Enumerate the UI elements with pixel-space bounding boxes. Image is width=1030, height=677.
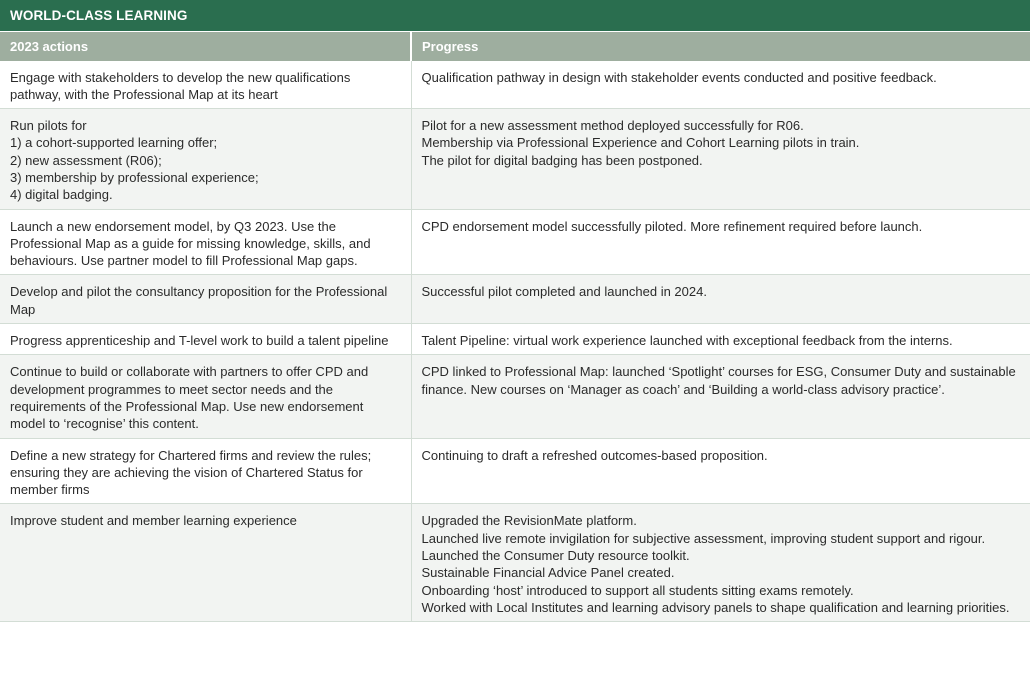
action-cell bbox=[0, 355, 411, 438]
cell-line: 2) new assessment (R06); bbox=[10, 152, 162, 168]
table-row bbox=[0, 109, 1030, 209]
cell-line: Launched live remote invigilation for subjective assessment, improving student support and rigour. bbox=[421, 530, 986, 546]
cell-line: 3) membership by professional experience; bbox=[10, 169, 259, 185]
table-row bbox=[0, 355, 1030, 438]
cell-line: Upgraded the RevisionMate platform. bbox=[421, 513, 637, 529]
cell-line: Talent Pipeline: virtual work experience launched with exceptional feedback from the interns. bbox=[421, 333, 953, 349]
action-cell bbox=[0, 61, 411, 109]
action-cell bbox=[0, 504, 411, 622]
table-row bbox=[0, 275, 1030, 324]
cell-line: Pilot for a new assessment method deployed successfully for R06. bbox=[421, 118, 804, 134]
cell-line: Improve student and member learning experience bbox=[10, 513, 297, 529]
cell-line: CPD linked to Professional Map: launched ‘Spotlight’ courses for ESG, Consumer Duty and sustainable finance. New courses on ‘Manager as coach’ and ‘Building a world-class advisory practice’. bbox=[421, 364, 1016, 397]
progress-cell bbox=[411, 438, 1030, 504]
section-title: WORLD-CLASS LEARNING bbox=[0, 0, 1030, 31]
cell-line: Run pilots for bbox=[10, 118, 87, 134]
cell-line: CPD endorsement model successfully piloted. More refinement required before launch. bbox=[421, 218, 923, 234]
action-cell bbox=[0, 324, 411, 355]
cell-line: Sustainable Financial Advice Panel created. bbox=[421, 565, 675, 581]
table-row bbox=[0, 438, 1030, 504]
cell-line: Qualification pathway in design with stakeholder events conducted and positive feedback. bbox=[421, 69, 937, 85]
progress-cell bbox=[411, 109, 1030, 209]
cell-line: Successful pilot completed and launched in 2024. bbox=[421, 284, 707, 300]
cell-line: The pilot for digital badging has been postponed. bbox=[421, 152, 703, 168]
cell-line: Continue to build or collaborate with partners to offer CPD and development programmes to meet sector needs and the requirements of the Professional Map. Use new endorsement model to ‘recognise’ this content. bbox=[10, 364, 369, 432]
progress-cell bbox=[411, 324, 1030, 355]
cell-line: Membership via Professional Experience and Cohort Learning pilots in train. bbox=[421, 135, 860, 151]
progress-cell bbox=[411, 355, 1030, 438]
cell-line: Launched the Consumer Duty resource toolkit. bbox=[421, 548, 690, 564]
cell-line: Onboarding ‘host’ introduced to support all students sitting exams remotely. bbox=[421, 582, 854, 598]
cell-line: Engage with stakeholders to develop the new qualifications pathway, with the Professional Map at its heart bbox=[10, 69, 351, 102]
table-row bbox=[0, 504, 1030, 622]
cell-line: Progress apprenticeship and T-level work to build a talent pipeline bbox=[10, 333, 389, 349]
progress-cell bbox=[411, 61, 1030, 109]
column-header-progress: Progress bbox=[411, 32, 1030, 61]
column-header-actions: 2023 actions bbox=[0, 32, 411, 61]
cell-line: Launch a new endorsement model, by Q3 2023. Use the Professional Map as a guide for missing knowledge, skills, and behaviours. Use partner model to fill Professional Map gaps. bbox=[10, 218, 371, 269]
action-cell bbox=[0, 109, 411, 209]
table-row bbox=[0, 61, 1030, 109]
cell-line: 4) digital badging. bbox=[10, 187, 113, 203]
cell-line: Develop and pilot the consultancy proposition for the Professional Map bbox=[10, 284, 388, 317]
table-body bbox=[0, 61, 1030, 622]
progress-cell bbox=[411, 275, 1030, 324]
cell-line: Define a new strategy for Chartered firms and review the rules; ensuring they are achieving the vision of Chartered Status for member firms bbox=[10, 447, 372, 498]
action-cell bbox=[0, 209, 411, 275]
action-cell bbox=[0, 438, 411, 504]
progress-cell bbox=[411, 209, 1030, 275]
cell-line: Worked with Local Institutes and learning advisory panels to shape qualification and learning priorities. bbox=[421, 599, 1010, 615]
table-row bbox=[0, 324, 1030, 355]
table-header-row bbox=[0, 32, 1030, 61]
progress-cell bbox=[411, 504, 1030, 622]
actions-progress-table bbox=[0, 31, 1030, 622]
cell-line: 1) a cohort-supported learning offer; bbox=[10, 135, 218, 151]
cell-line: Continuing to draft a refreshed outcomes-based proposition. bbox=[421, 447, 768, 463]
action-cell bbox=[0, 275, 411, 324]
table-row bbox=[0, 209, 1030, 275]
